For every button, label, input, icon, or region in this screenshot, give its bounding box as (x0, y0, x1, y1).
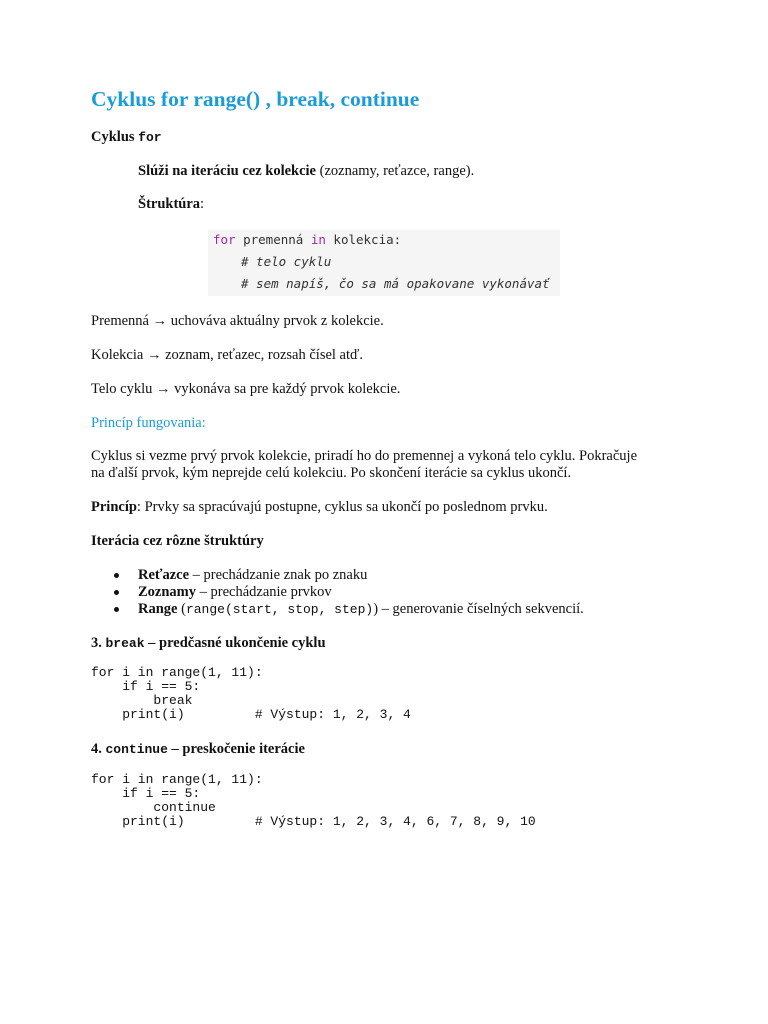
arrow-icon: → (152, 313, 168, 329)
item-rest: – prechádzanie prvkov (196, 584, 332, 600)
inline-code: continue (105, 742, 168, 757)
def-desc: zoznam, reťazec, rozsah čísel atď. (165, 347, 364, 363)
how-it-works-heading: Princíp fungovania: (91, 415, 206, 431)
code-var: premenná (235, 232, 311, 247)
item-rest: ) – generovanie číselných sekvencií. (373, 601, 584, 617)
def-term: Telo cyklu (91, 381, 153, 397)
structure-bold: Štruktúra (138, 196, 201, 212)
item-pre: ( (177, 601, 186, 617)
bullet-icon (114, 573, 119, 578)
list-item (138, 584, 332, 601)
section-heading-text: Cyklus (91, 129, 139, 145)
keyword-for: for (213, 232, 236, 247)
arrow-icon: → (156, 381, 171, 397)
code-line: print(i) # Výstup: 1, 2, 3, 4 (91, 707, 411, 722)
list-item (138, 567, 367, 584)
principle-rest: : Prvky sa spracúvajú postupne, cyklus sa ukončí po poslednom prvku. (136, 499, 548, 515)
code-comment-1: # telo cyklu (241, 254, 332, 269)
code-line: print(i) # Výstup: 1, 2, 3, 4, 6, 7, 8, 9, 10 (91, 814, 536, 829)
structure-rest: : (200, 196, 205, 212)
section-heading-for (91, 129, 162, 146)
structure-label (138, 196, 204, 213)
heading-text: – predčasné ukončenie cyklu (144, 635, 326, 651)
code-snippet-box (208, 230, 560, 296)
inline-code: range(start, stop, step) (185, 602, 374, 617)
def-term: Premenná (91, 313, 149, 329)
code-example-continue (91, 773, 536, 829)
purpose-bold: Slúži na iteráciu cez kolekcie (138, 163, 316, 179)
item-bold: Reťazce (138, 567, 190, 583)
principle-line (91, 499, 548, 516)
definition-variable (91, 313, 384, 330)
purpose-line (138, 163, 474, 180)
how-paragraph-line-1: Cyklus si vezme prvý prvok kolekcie, priradí ho do premennej a vykoná telo cyklu. Pokračuje (91, 448, 638, 464)
code-rest: kolekcia: (325, 232, 402, 247)
purpose-rest: (zoznamy, reťazce, range). (316, 163, 475, 179)
def-desc: uchováva aktuálny prvok z kolekcie. (170, 313, 384, 329)
code-line: if i == 5: (91, 786, 201, 801)
how-paragraph-line-2: na ďalší prvok, kým neprejde celú kolekciu. Po skončení iterácie sa cyklus ukončí. (91, 465, 572, 481)
item-rest: – prechádzanie znak po znaku (189, 567, 368, 583)
code-line: for i in range(1, 11): (91, 772, 263, 787)
iteration-heading-text: Iterácia cez rôzne štruktúry (91, 533, 264, 549)
definition-body (91, 381, 400, 398)
inline-code: for (138, 130, 162, 145)
definition-collection (91, 347, 363, 364)
bullet-icon (114, 590, 119, 595)
def-term: Kolekcia (91, 347, 144, 363)
keyword-in: in (310, 232, 326, 247)
continue-heading (91, 741, 305, 758)
iteration-heading (91, 533, 264, 550)
code-example-break (91, 666, 411, 722)
code-line: if i == 5: (91, 679, 201, 694)
page-title: Cyklus for range() , break, continue (91, 87, 420, 111)
arrow-icon: → (146, 347, 162, 363)
break-heading (91, 635, 326, 652)
bullet-icon (114, 607, 119, 612)
principle-bold: Princíp (91, 499, 137, 515)
code-line: continue (91, 800, 216, 815)
heading-text: – preskočenie iterácie (167, 741, 305, 757)
code-line: for i in range(1, 11): (91, 665, 263, 680)
item-bold: Zoznamy (138, 584, 196, 600)
item-bold: Range (138, 601, 178, 617)
code-comment-2: # sem napíš, čo sa má opakovane vykonávať (241, 276, 550, 291)
list-item (138, 601, 584, 618)
heading-num: 3. (91, 635, 106, 651)
inline-code: break (105, 636, 145, 651)
code-line-1 (213, 232, 401, 248)
def-desc: vykonáva sa pre každý prvok kolekcie. (174, 381, 401, 397)
heading-num: 4. (91, 741, 106, 757)
code-line: break (91, 693, 193, 708)
